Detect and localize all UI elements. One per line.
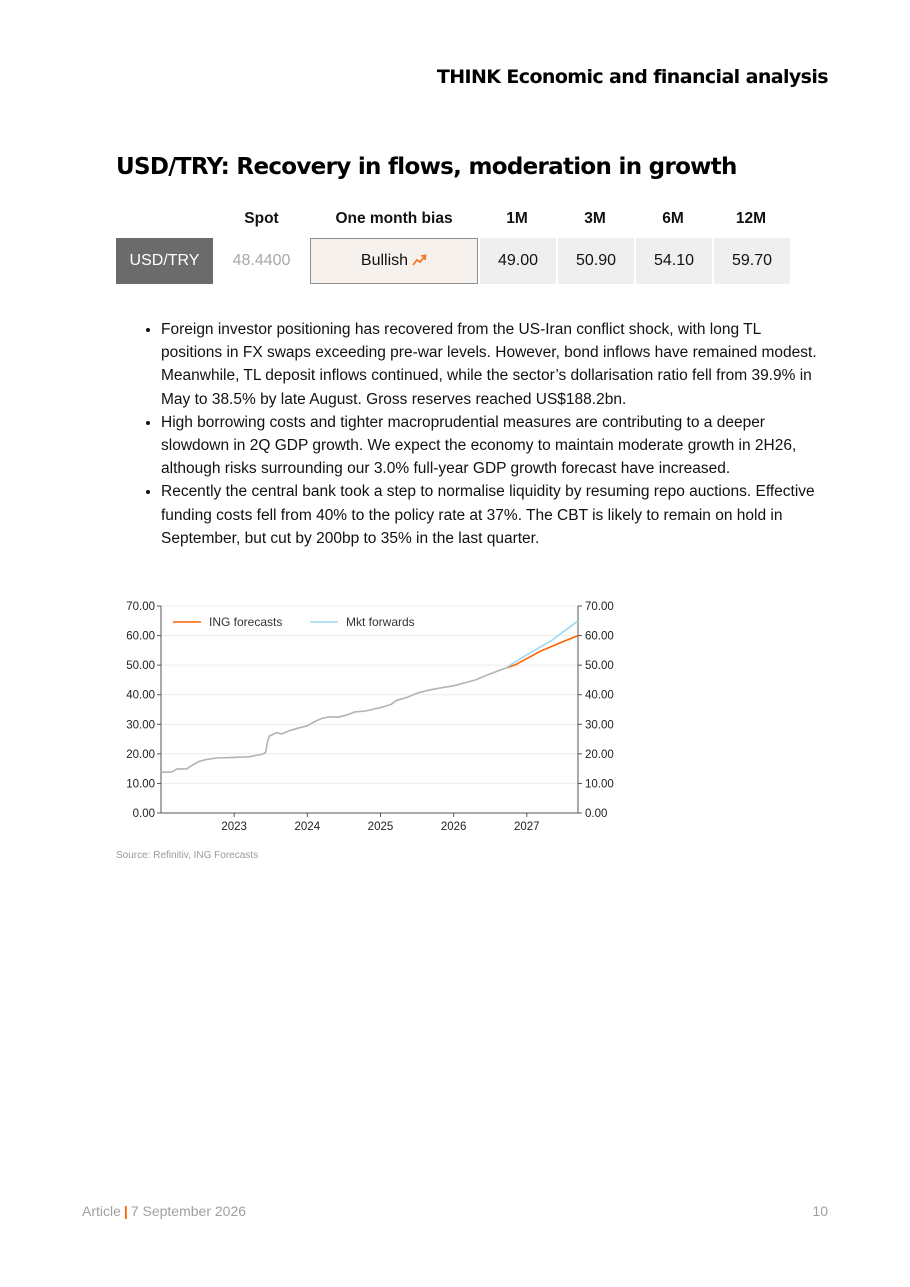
trend-up-arrow-icon (412, 252, 427, 269)
header-cell-3m: 3M (584, 210, 606, 227)
header-brand: THINK Economic and financial analysis (436, 66, 828, 88)
pair-cell: USD/TRY (116, 238, 213, 284)
y-tick-label-left: 60.00 (126, 630, 155, 643)
series-line-0 (161, 668, 505, 772)
header-cell-12m: 12M (735, 210, 767, 227)
forecast-table (116, 200, 790, 284)
forecast-cell-6m: 54.10 (634, 238, 712, 284)
header-cell-6m: 6M (662, 210, 684, 227)
y-tick-label-right: 0.00 (585, 808, 608, 820)
header-cell-1m: 1M (506, 210, 528, 227)
y-tick-label-left: 30.00 (126, 719, 155, 732)
x-tick-label: 2025 (367, 821, 394, 831)
x-tick-label: 2027 (513, 821, 540, 831)
y-tick-label-right: 20.00 (585, 748, 614, 761)
list-item: • High borrowing costs and tighter macroprudential measures are contributing to a deeper slowdown in 2Q GDP growth. We expect the economy to maintain moderate growth in 2H26, although risks surrounding our 3.0% full-year GDP growth forecast have increased. (161, 411, 821, 481)
spot-cell: 48.4400 (213, 238, 310, 284)
bias-cell (310, 238, 478, 284)
table-row (116, 238, 790, 284)
y-tick-label-right: 30.00 (585, 719, 614, 732)
y-tick-label-left: 10.00 (126, 778, 155, 791)
x-tick-label: 2024 (294, 821, 321, 831)
y-tick-label-right: 60.00 (585, 630, 614, 643)
x-tick-label: 2023 (221, 821, 247, 831)
forecast-cell-12m: 59.70 (712, 238, 790, 284)
footer-page-number: 10 (812, 1203, 828, 1219)
usdtry-chart (112, 596, 632, 831)
series-line-1 (505, 636, 578, 669)
bullet-list (145, 318, 821, 550)
x-tick-label: 2026 (440, 821, 467, 831)
legend-label: Mkt forwards (346, 615, 415, 629)
bias-label: Bullish (360, 252, 409, 269)
y-tick-label-left: 0.00 (132, 808, 155, 820)
header-cell-bias: One month bias (335, 210, 453, 227)
chart-svg (112, 596, 632, 831)
section-title: USD/TRY: Recovery in flows, moderation in growth (116, 154, 737, 180)
chart-source: Source: Refinitiv, ING Forecasts (116, 850, 259, 861)
table-header-row (116, 200, 790, 238)
footer-doc-info (82, 1203, 246, 1219)
series-line-2 (505, 621, 578, 669)
header-cell-pair (116, 200, 213, 238)
y-tick-label-right: 40.00 (585, 689, 614, 702)
list-item: • Foreign investor positioning has recovered from the US-Iran conflict shock, with long TL positions in FX swaps exceeding pre-war levels. However, bond inflows have remained modest. Meanwhile, TL deposit inflows continued, while the sector’s dollarisation ratio fell from 39.9% in May to 38.5% by late August. Gross reserves reached US$188.2bn. (161, 318, 821, 411)
footer-separator: | (123, 1203, 128, 1219)
y-tick-label-left: 70.00 (126, 601, 155, 613)
forecast-cell-1m: 49.00 (478, 238, 556, 284)
footer-date: 7 September 2026 (130, 1203, 247, 1219)
y-tick-label-right: 50.00 (585, 660, 614, 673)
footer-doc-type: Article (82, 1203, 121, 1219)
list-item: • Recently the central bank took a step to normalise liquidity by resuming repo auctions. Effective funding costs fell from 40% to the policy rate at 37%. The CBT is likely to remain on hold in September, but cut by 200bp to 35% in the last quarter. (161, 480, 821, 550)
y-tick-label-right: 70.00 (585, 601, 614, 613)
y-tick-label-left: 50.00 (126, 660, 155, 673)
y-tick-label-left: 40.00 (126, 689, 155, 702)
header-cell-spot: Spot (244, 210, 279, 227)
y-tick-label-left: 20.00 (126, 748, 155, 761)
forecast-cell-3m: 50.90 (556, 238, 634, 284)
legend-label: ING forecasts (209, 615, 283, 629)
y-tick-label-right: 10.00 (585, 778, 614, 791)
